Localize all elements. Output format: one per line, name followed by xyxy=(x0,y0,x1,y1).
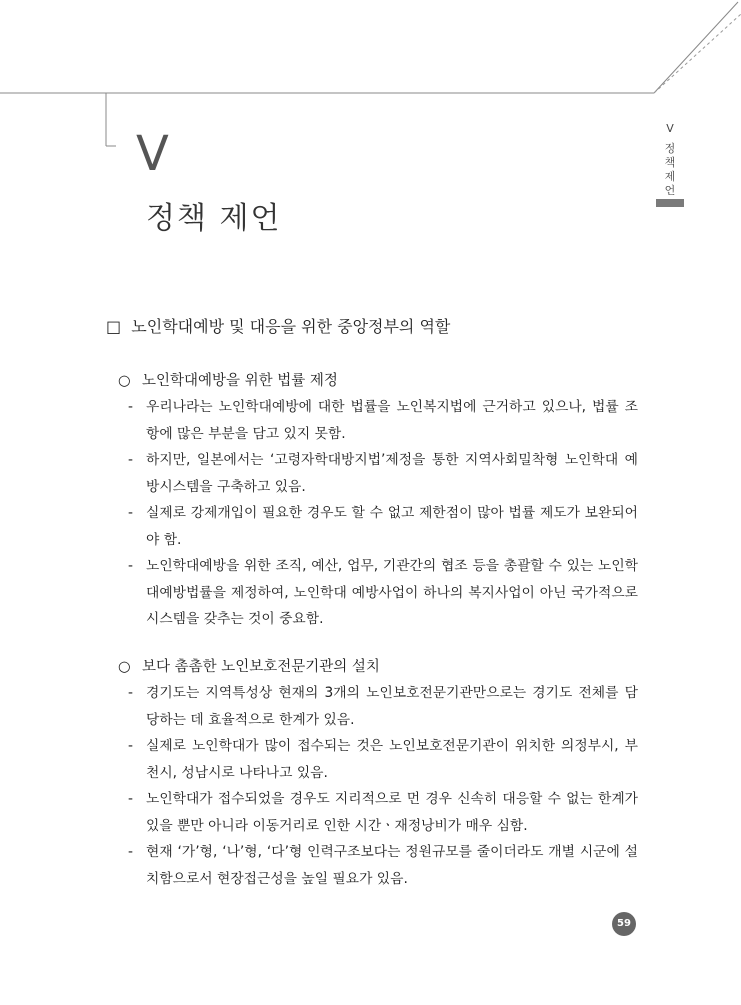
list-item: - 현재 ‘가’형, ‘나’형, ‘다’형 인력구조보다는 정원규모를 줄이더라도 개별 시군에 설치함으로서 현장접근성을 높일 필요가 있음. xyxy=(128,844,638,887)
side-tab-bar xyxy=(656,199,684,207)
subsection-marker: ○ xyxy=(118,373,131,389)
list-item-text: 우리나라는 노인학대예방에 대한 법률을 노인복지법에 근거하고 있으나, 법률 조항에 많은 부분을 담고 있지 못함. xyxy=(146,399,638,442)
bullet-list xyxy=(128,680,638,892)
list-item-text: 현재 ‘가’형, ‘나’형, ‘다’형 인력구조보다는 정원규모를 줄이더라도 개별 시군에 설치함으로서 현장접근성을 높일 필요가 있음. xyxy=(146,844,638,887)
section-marker: □ xyxy=(106,317,122,336)
list-item: - 우리나라는 노인학대예방에 대한 법률을 노인복지법에 근거하고 있으나, 법률 조항에 많은 부분을 담고 있지 못함. xyxy=(128,399,638,442)
side-tab-char: 제 xyxy=(664,170,676,183)
list-item: - 노인학대예방을 위한 조직, 예산, 업무, 기관간의 협조 등을 총괄할 수 있는 노인학대예방법률을 제정하여, 노인학대 예방사업이 하나의 복지사업이 아닌 국가적으로 시스템을 갖추는 것이 중요함. xyxy=(128,558,638,627)
list-item: - 노인학대가 접수되었을 경우도 지리적으로 먼 경우 신속히 대응할 수 없는 한계가 있을 뿐만 아니라 이동거리로 인한 시간ㆍ재정낭비가 매우 심함. xyxy=(128,791,638,834)
bullet-list xyxy=(128,394,638,633)
section-heading xyxy=(106,314,450,337)
page-number-badge: 59 xyxy=(612,912,636,936)
subsection-marker: ○ xyxy=(118,659,131,675)
header-decoration xyxy=(0,0,741,260)
list-item: - 실제로 노인학대가 많이 접수되는 것은 노인보호전문기관이 위치한 의정부시, 부천시, 성남시로 나타나고 있음. xyxy=(128,738,638,781)
list-item: - 하지만, 일본에서는 ‘고령자학대방지법’제정을 통한 지역사회밀착형 노인학대 예방시스템을 구축하고 있음. xyxy=(128,452,638,495)
list-item: - 경기도는 지역특성상 현재의 3개의 노인보호전문기관만으로는 경기도 전체를 담당하는 데 효율적으로 한계가 있음. xyxy=(128,685,638,728)
side-tab-char: 정 xyxy=(664,142,676,155)
subsection-title: 보다 촘촘한 노인보호전문기관의 설치 xyxy=(142,659,380,675)
list-item: - 실제로 강제개입이 필요한 경우도 할 수 없고 제한점이 많아 법률 제도가 보완되어야 함. xyxy=(128,505,638,548)
side-chapter-tab[interactable] xyxy=(656,122,684,198)
list-item-text: 노인학대예방을 위한 조직, 예산, 업무, 기관간의 협조 등을 총괄할 수 있는 노인학대예방법률을 제정하여, 노인학대 예방사업이 하나의 복지사업이 아닌 국가적으로 시스템을 갖추는 것이 중요함. xyxy=(146,558,638,627)
side-tab-number: V xyxy=(666,122,674,135)
side-tab-char: 책 xyxy=(664,156,676,169)
subsection-heading xyxy=(118,369,338,390)
list-item-text: 노인학대가 접수되었을 경우도 지리적으로 먼 경우 신속히 대응할 수 없는 한계가 있을 뿐만 아니라 이동거리로 인한 시간ㆍ재정낭비가 매우 심함. xyxy=(146,791,638,834)
subsection-heading xyxy=(118,655,380,676)
section-heading-text: 노인학대예방 및 대응을 위한 중앙정부의 역할 xyxy=(131,317,451,336)
subsection-title: 노인학대예방을 위한 법률 제정 xyxy=(142,373,338,389)
list-item-text: 실제로 강제개입이 필요한 경우도 할 수 없고 제한점이 많아 법률 제도가 보완되어야 함. xyxy=(146,505,638,548)
list-item-text: 경기도는 지역특성상 현재의 3개의 노인보호전문기관만으로는 경기도 전체를 담당하는 데 효율적으로 한계가 있음. xyxy=(146,685,638,728)
list-item-text: 하지만, 일본에서는 ‘고령자학대방지법’제정을 통한 지역사회밀착형 노인학대 예방시스템을 구축하고 있음. xyxy=(146,452,638,495)
side-tab-char: 언 xyxy=(664,184,676,197)
chapter-title: 정책 제언 xyxy=(146,201,282,236)
chapter-number: V xyxy=(136,126,169,182)
list-item-text: 실제로 노인학대가 많이 접수되는 것은 노인보호전문기관이 위치한 의정부시, 부천시, 성남시로 나타나고 있음. xyxy=(146,738,638,781)
